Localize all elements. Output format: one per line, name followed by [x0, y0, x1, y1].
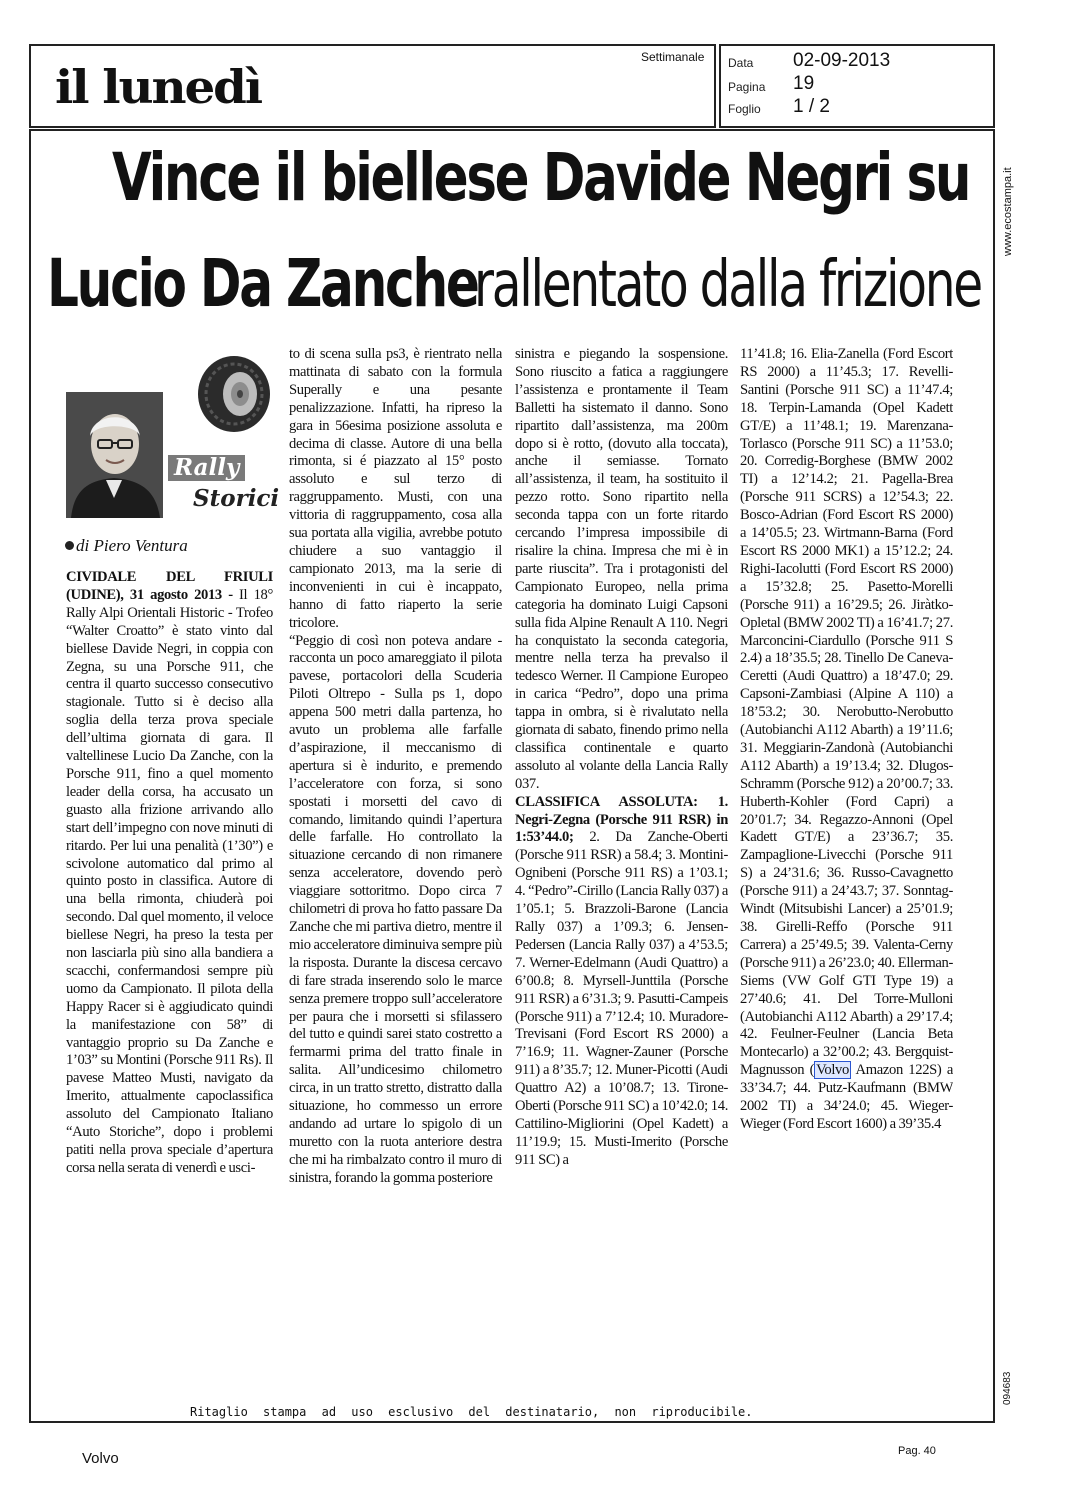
byline: di Piero Ventura [76, 536, 188, 555]
clipping-code: 094683 [1002, 1371, 1013, 1405]
column-3-paragraph-1: sinistra e piegando la sospensione. Sono riuscito a fatica a raggiungere l’assistenza e prontamente il Team Balletti ha sistemato il danno. Sono ripartito dall’assistenza, ma 200m dopo si è rotto, (dovuto alla toccata), anche il semiasse. Tornato all’assistenza, il team, ha sostituito il pezzo rotto. Sono ripartito nella seconda tappa con un forte ritardo cercando l’impresa impossibile di risalire la china. Impresa che mi è in parte riuscita”. Tra i protagonisti del Campionato Europeo, nella prima categoria ha dominato Luigi Capsoni sulla fida Alpine Renault A 110. Negri ha conquistato la seconda categoria, mentre nella terza ha prevalso il tedesco Werner. Il Campione Europeo in carica “Pedro”, dopo una prima tappa in ombra, si è rivalutato nella giornata di sabato, finendo primo nella classifica continentale e quarto assoluto al volante della Lancia Rally 037. [515, 346, 728, 792]
author-portrait-icon [66, 392, 163, 518]
publication-frequency: Settimanale [641, 50, 705, 64]
dateline: CIVIDALE DEL FRIULI (UDINE), 31 agosto 2013 - [66, 569, 273, 603]
brand-label: Volvo [82, 1450, 119, 1467]
rubric-rally: Rally [168, 455, 245, 481]
author-photo [66, 392, 163, 518]
article-column-3 [515, 346, 728, 1416]
newspaper-masthead: il lunedì [55, 60, 262, 114]
tyre-icon [186, 353, 274, 435]
column-2-paragraph-2: “Peggio di così non poteva andare - racconta un poco amareggiato il pilota pavese, portacolori della Scuderia Piloti Oltrepo - Sulla ps 1, dopo appena 500 metri dalla partenza, ho avuto un problema alle farfalle d’aspirazione, il meccanismo di apertura si è indurito, e premendo l’acceleratore con forza, si sono spostati i morsetti del cavo di comando, limitando quindi l’apertura delle farfalle. Ho controllato la situazione cercando di non rimanere senza acceleratore, dovendo però viaggiare sottoritmo. Dopo circa 7 chilometri di prova ho fatto passare Da Zanche che mi partiva dietro, mentre il mio acceleratore diminuiva sempre più la risposta. Durante la discesa cercavo di fare strada inserendo solo le marce senza premere troppo sull’acceleratore per paura che i morsetti si sfilassero del tutto e quindi sarei stato costretto a fermarmi prima del tratto finale in salita. All’undicesimo chilometro circa, in un tratto stretto, distratto dalla situazione, ho commesso un errore andando ad urtare lo spigolo di un muretto con la ruota anteriore destra che mi ha rimbalzato contro il muro di sinistra, forando la gomma posteriore [289, 632, 502, 1186]
page-number: Pag. 40 [898, 1445, 936, 1457]
page-value: 19 [793, 73, 815, 94]
standings-part-2: 11’41.8; 16. Elia-Zanella (Ford Escort RS 2000) a 11’45.3; 17. Revelli-Santini (Porsche 911 SC) a 11’47.4; 18. Terpin-Lamanda (Opel Kadett GT/E) a 11’48.1; 19. Marenzana-Torlasco (Porsche 911 SC) a 11’53.0; 20. Corredig-Borghese (BMW 2002 TI) a 12’14.2; 21. Pagella-Brea (Porsche 911 SCRS) a 12’54.3; 22. Bosco-Adrian (Ford Escort RS 2000) a 14’05.5; 23. Wirtmann-Barna (Ford Escort RS 2000 MK1) a 15’12.2; 24. Righi-Iacolutti (Ford Escort RS 2000) a 15’32.8; 25. Pasetto-Morelli (Porsche 911) a 16’29.5; 26. Jiràtko-Opletal (BMW 2002 TI) a 16’41.7; 27. Marconcini-Ciardullo (Porsche 911 S 2.4) a 18’35.5; 28. Tinello De Caneva-Ceretti (Audi Quattro) a 18’47.0; 29. Capsoni-Zambiasi (Alpine A 110) a 18’53.2; 30. Nerobutto-Nerobutto (Autobianchi A112 Abarth) a 19’11.6; 31. Meggiarin-Zandonà (Autobianchi A112 Abarth) a 19’13.4; 32. Dlugos-Schramm (Porsche 912) a 20’00.7; 33. Huberth-Kohler (Ford Capri) a 20’01.7; 34. Regazzo-Annoni (Opel Kadett GT/E) a 23’36.7; 35. Zampaglione-Livecchi (Porsche 911 S) a 24’31.6; 36. Russo-Cavagnetto (Porsche 911) a 24’43.7; 37. Sonntag-Windt (Mitsubishi Lancer) a 25’01.9; 38. Girelli-Reffo (Porsche 911 Carrera) a 25’49.5; 39. Valenta-Cerny (Porsche 911) a 26’23.0; 40. Ellerman-Siems (VW Golf GTI Type 19) a 27’40.6; 41. Del Torre-Mulloni (Autobianchi A112 Abarth) a 29’17.4; 42. Feulner-Feulner (Lancia Beta Montecarlo) a 32’00.2; 43. Bergquist-Magnusson ( [740, 346, 953, 1079]
sheet-value: 1 / 2 [793, 96, 830, 117]
standings-heading: CLASSIFICA ASSOLUTA: 1. Negri-Zegna (Porsche 911 RSR) in 1:53’44.0; [515, 793, 728, 846]
byline-bullet-icon [65, 541, 74, 550]
clipping-notice: Ritaglio stampa ad uso esclusivo del destinatario, non riproducibile. [190, 1405, 753, 1419]
standings-part-1: 2. Da Zanche-Oberti (Porsche 911 RSR) a 58.4; 3. Montini-Ognibeni (Porsche 911 RS) a 1’03.1; 4. “Pedro”-Cirillo (Lancia Rally 037) a 1’05.1; 5. Brazzoli-Barone (Lancia Rally 037) a 1’09.3; 6. Jensen-Pedersen (Lancia Rally 037) a 4’53.5; 7. Werner-Edelmann (Audi Quattro) a 6’00.8; 8. Myrsell-Junttila (Porsche 911 RSR) a 6’31.3; 9. Pasutti-Campeis (Porsche 911) a 7’12.4; 10. Muradore-Trevisani (Ford Escort RS 2000) a 7’16.9; 11. Wagner-Zauner (Porsche 911) a 8’35.7; 12. Muner-Picotti (Audi Quattro A2) a 10’08.7; 13. Tirone-Oberti (Porsche 911 SC) a 10’42.0; 14. Cattilino-Migliorini (Opel Kadett) a 11’19.9; 15. Musti-Imerito (Porsche 911 SC) a [515, 829, 728, 1168]
column-1-text: Il 18° Rally Alpi Orientali Historic - Trofeo “Walter Croatto” è stato vinto dal biellese Davide Negri, in coppia con Zegna, su una Porsche 911, che centra il quarto successo consecutivo stagionale. Tutto si è deciso alla soglia della terza prova speciale dell’ultima giornata di gara. Il valtellinese Lucio Da Zanche, con la Porsche 911, fino a quel momento leader della corsa, ha accusato un guasto alla frizione arrivando allo start dell’impegno con nove minuti di ritardo. Per lui una penalità (1’30”) e scivolone automatico dal primo al quinto posto in classifica. Autore di una bella rimonta, chiuderà poi secondo. Dal quel momento, il veloce biellese Negri, ha preso la testa per non lasciarla più sino alla bandiera a scacchi, confermandosi sempre più uomo da Campionato. Il pilota della Happy Racer si è aggiudicato quindi la manifestazione con 58” di vantaggio proprio su Da Zanche e 1’03” su Montini (Porsche 911 Rs). Il pavese Matteo Musti, navigato da Imerito, attualmente capoclassifica assoluto del Campionato Italiano “Auto Storiche”, dopo i problemi patiti nella prova speciale d’apertura corsa nella serata di venerdì e usci- [66, 586, 273, 1176]
article-column-4 [740, 346, 953, 1416]
date-value: 02-09-2013 [793, 50, 891, 71]
headline-line-2-bold: Lucio Da Zanche [47, 245, 478, 322]
headline-line-2-light: rallentato dalla frizione [474, 248, 981, 322]
headline-line-1: Vince il biellese Davide Negri su [112, 139, 970, 216]
article-column-1 [66, 569, 273, 1419]
rubric-storici: Storici [193, 485, 280, 512]
source-url: www.ecostampa.it [1002, 167, 1014, 256]
volvo-highlight: Volvo [816, 1062, 849, 1079]
sheet-label: Foglio [728, 102, 761, 116]
date-label: Data [728, 56, 754, 70]
article-column-2 [289, 346, 502, 1416]
standings-part-3: Amazon 122S) a 33’34.7; 44. Putz-Kaufmann (BMW 2002 TI) a 34’24.0; 45. Wieger-Wieger (Ford Escort 1600) a 39’35.4 [740, 1062, 953, 1132]
page-label: Pagina [728, 80, 766, 94]
column-2-paragraph-1: to di scena sulla ps3, è rientrato nella mattinata di sabato con la formula Superally e una pesante penalizzazione. Infatti, ha ripreso la gara in 56esima posizione assoluta e decima di classe. Autore di una bella rimonta, si é piazzato al 15° posto assoluto e sul terzo di raggruppamento. Musti, con una vittoria di raggruppamento, cosa alla sua portata alla vigilia, avrebbe potuto chiudere a suo vantaggio il campionato 2013, ma la serie di inconvenienti in cui è incappato, hanno di fatto riaperto la serie tricolore. [289, 346, 502, 631]
